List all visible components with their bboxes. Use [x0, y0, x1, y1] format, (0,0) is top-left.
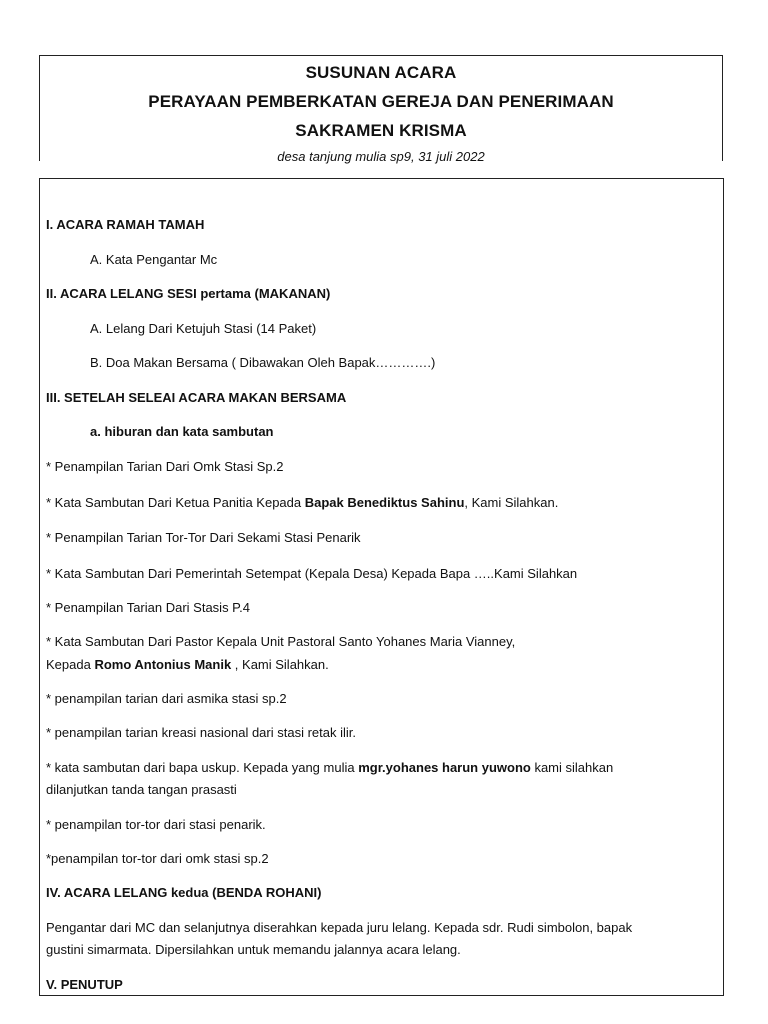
program-item-9 — [46, 757, 613, 779]
program-item-4: * Kata Sambutan Dari Pemerintah Setempat (Kepala Desa) Kepada Bapa …..Kami Silahkan — [46, 566, 578, 581]
item-6-name: Romo Antonius Manik — [94, 657, 232, 672]
item-9-tail: kami silahkan — [530, 760, 614, 775]
section-3-heading: III. SETELAH SELEAI ACARA MAKAN BERSAMA — [46, 390, 347, 405]
section-2-item-a: A. Lelang Dari Ketujuh Stasi (14 Paket) — [90, 321, 317, 336]
section-5-heading: V. PENUTUP — [46, 977, 123, 992]
section-2-heading: II. ACARA LELANG SESI pertama (MAKANAN) — [46, 286, 331, 301]
program-item-6: * Kata Sambutan Dari Pastor Kepala Unit Pastoral Santo Yohanes Maria Vianney, — [46, 634, 516, 649]
section-4-heading: IV. ACARA LELANG kedua (BENDA ROHANI) — [46, 885, 322, 900]
item-2-name: Bapak Benediktus Sahinu — [304, 495, 465, 510]
item-2-text: * Kata Sambutan Dari Ketua Panitia Kepada — [46, 495, 305, 510]
item-2-tail: , Kami Silahkan. — [464, 495, 559, 510]
section-1-item-a: A. Kata Pengantar Mc — [90, 252, 218, 267]
program-item-11: *penampilan tor-tor dari omk stasi sp.2 — [46, 851, 269, 866]
item-9-text: * kata sambutan dari bapa uskup. Kepada yang mulia — [46, 760, 359, 775]
program-item-6-line-2 — [46, 654, 329, 676]
item-6-text: Kepada — [46, 657, 95, 672]
program-item-7: * penampilan tarian dari asmika stasi sp.2 — [46, 691, 287, 706]
section-1-heading: I. ACARA RAMAH TAMAH — [46, 217, 205, 232]
item-6-tail: , Kami Silahkan. — [231, 657, 329, 672]
document-header — [39, 55, 723, 164]
item-9-name: mgr.yohanes harun yuwono — [358, 760, 531, 775]
program-item-1: * Penampilan Tarian Dari Omk Stasi Sp.2 — [46, 459, 284, 474]
section-2-item-b: B. Doa Makan Bersama ( Dibawakan Oleh Bapak………….) — [90, 355, 436, 370]
program-item-9-line-2: dilanjutkan tanda tangan prasasti — [46, 782, 237, 797]
document-title-line-3: SAKRAMEN KRISMA — [295, 121, 467, 140]
program-content — [39, 178, 724, 996]
program-item-2 — [46, 492, 558, 514]
program-item-10: * penampilan tor-tor dari stasi penarik. — [46, 817, 266, 832]
section-4-paragraph: Pengantar dari MC dan selanjutnya diserahkan kepada juru lelang. Kepada sdr. Rudi simbolon, bapak — [46, 920, 633, 935]
section-3-item-a: a. hiburan dan kata sambutan — [90, 424, 274, 439]
program-item-5: * Penampilan Tarian Dari Stasis P.4 — [46, 600, 251, 615]
document-title: SUSUNAN ACARA — [305, 63, 457, 82]
program-item-8: * penampilan tarian kreasi nasional dari stasi retak ilir. — [46, 725, 356, 740]
program-item-3: * Penampilan Tarian Tor-Tor Dari Sekami Stasi Penarik — [46, 530, 361, 545]
section-4-paragraph-line-2: gustini simarmata. Dipersilahkan untuk memandu jalannya acara lelang. — [46, 942, 461, 957]
document-title-line-2: PERAYAAN PEMBERKATAN GEREJA DAN PENERIMAAN — [148, 92, 614, 111]
place-date: desa tanjung mulia sp9, 31 juli 2022 — [277, 149, 485, 164]
